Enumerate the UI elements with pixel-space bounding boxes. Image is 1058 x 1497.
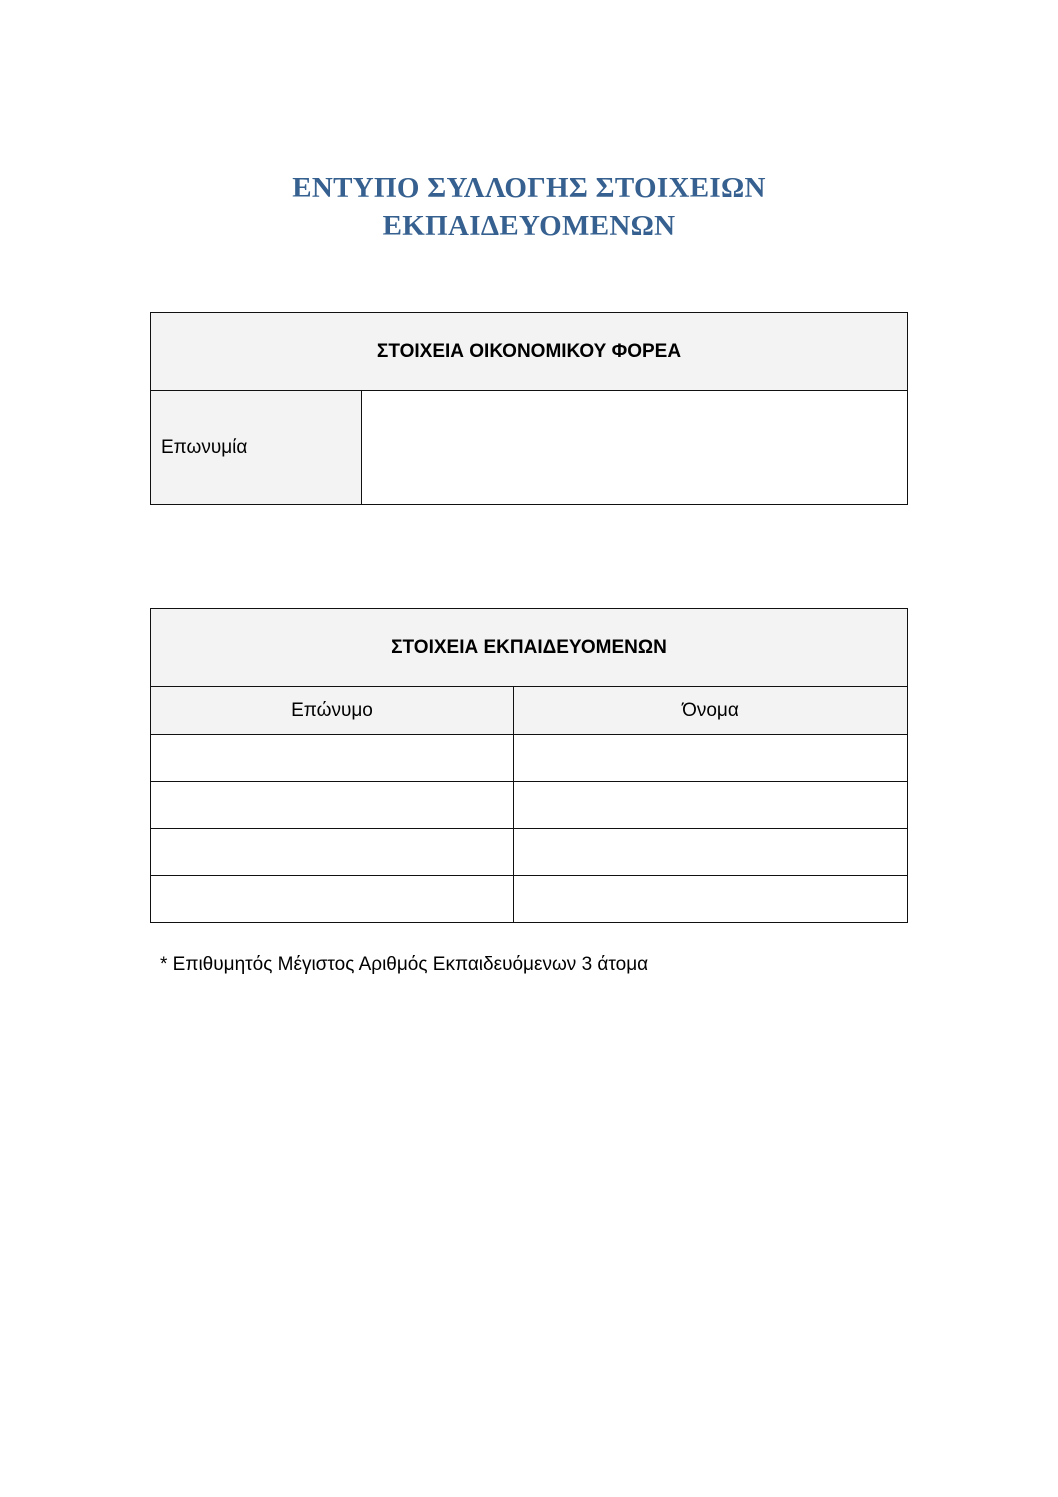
firstname-field[interactable] [514,782,908,829]
company-name-label: Επωνυμία [151,391,362,505]
column-header-surname: Επώνυμο [151,687,514,735]
company-table [150,312,908,505]
surname-field[interactable] [151,735,514,782]
trainees-table-header: ΣΤΟΙΧΕΙΑ ΕΚΠΑΙΔΕΥΟΜΕΝΩΝ [151,609,908,687]
trainees-table [150,608,908,923]
surname-field[interactable] [151,876,514,923]
table-row [151,735,908,782]
company-name-field[interactable] [362,391,908,505]
firstname-field[interactable] [514,735,908,782]
document-title-line1: ΕΝΤΥΠΟ ΣΥΛΛΟΓΗΣ ΣΤΟΙΧΕΙΩΝ [292,172,766,204]
max-trainees-note: * Επιθυμητός Μέγιστος Αριθμός Εκπαιδευόμενων 3 άτομα [160,954,649,975]
table-row [151,782,908,829]
firstname-field[interactable] [514,876,908,923]
document-title-line2: ΕΚΠΑΙΔΕΥΟΜΕΝΩΝ [382,210,676,242]
company-table-header: ΣΤΟΙΧΕΙΑ ΟΙΚΟΝΟΜΙΚΟΥ ΦΟΡΕΑ [151,313,908,391]
column-header-firstname: Όνομα [514,687,908,735]
table-row [151,829,908,876]
firstname-field[interactable] [514,829,908,876]
table-row [151,876,908,923]
surname-field[interactable] [151,829,514,876]
surname-field[interactable] [151,782,514,829]
